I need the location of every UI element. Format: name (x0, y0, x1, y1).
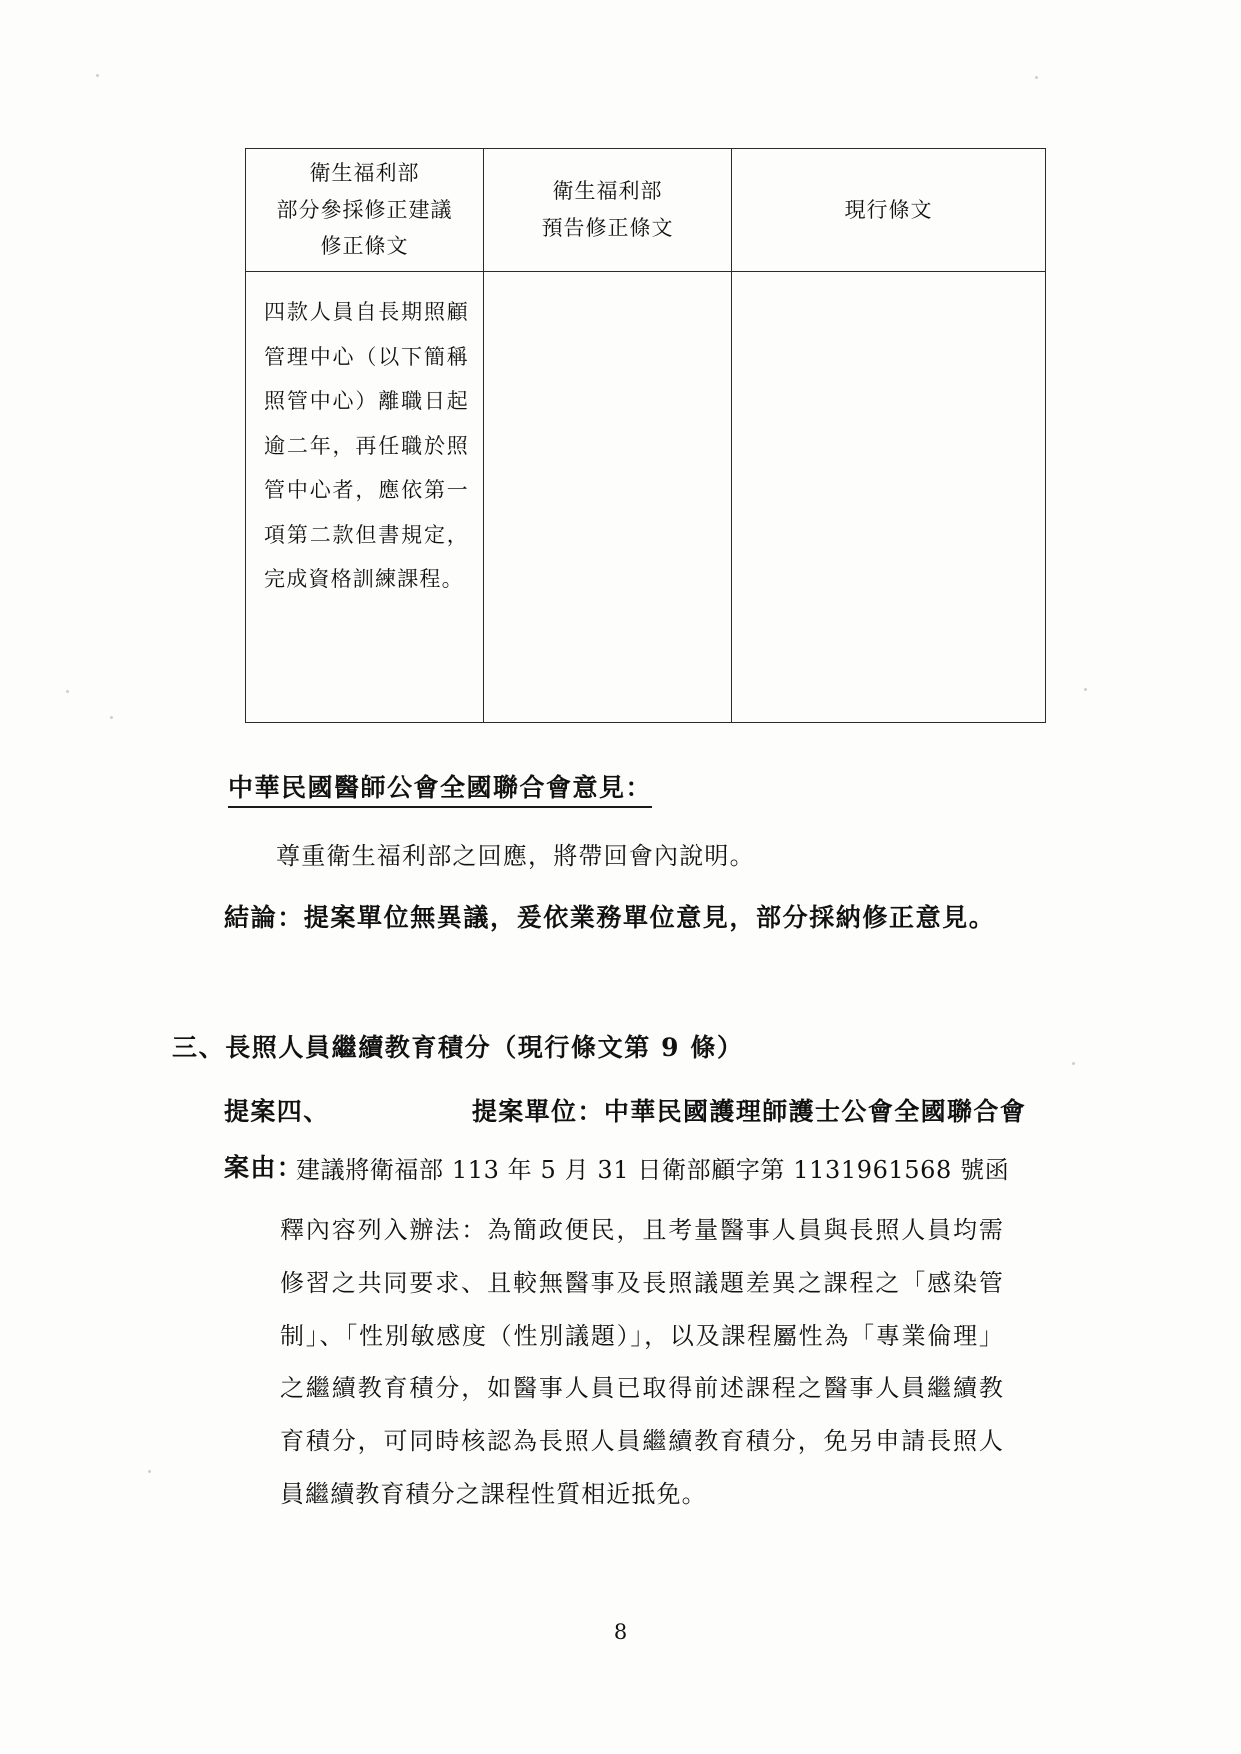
page-number: 8 (613, 1620, 628, 1644)
case-first-line: 建議將衛福部 113 年 5 月 31 日衛部顧字第 1131961568 號函 (296, 1156, 1010, 1184)
table-header-cell-preannounced (484, 149, 732, 272)
header-line: 修正條文 (320, 234, 409, 259)
table-cell-preannounced (484, 272, 732, 723)
table-header-cell-partially-adopted (246, 149, 484, 272)
cell-text: 四款人員自長期照顧管理中心（以下簡稱照管中心）離職日起逾二年，再任職於照管中心者，應依第一項第二款但書規定，完成資格訓練課程。 (264, 300, 469, 592)
proposal-row (224, 1092, 1026, 1128)
header-line: 衛生福利部 (552, 179, 663, 204)
association-opinion-heading: 中華民國醫師公會全國聯合會意見： (228, 768, 652, 808)
amendment-comparison-table (245, 148, 1046, 723)
association-opinion-body: 尊重衛生福利部之回應，將帶回會內說明。 (276, 842, 755, 870)
table-cell-partially-adopted (246, 272, 484, 723)
case-label: 案由： (224, 1153, 304, 1182)
table-header-cell-current (732, 149, 1046, 272)
header-line: 部分參採修正建議 (276, 197, 453, 222)
case-continuation: 釋內容列入辦法：為簡政便民，且考量醫事人員與長照人員均需修習之共同要求、且較無醫事及長照議題差異之課程之「感染管制」、「性別敏感度（性別議題）」，以及課程屬性為「專業倫理」之繼續教育積分，如醫事人員已取得前述課程之醫事人員繼續教育積分，可同時核認為長照人員繼續教育積分，免另申請長照人員繼續教育積分之課程性質相近抵免。 (280, 1216, 1004, 1508)
conclusion-text: 結論：提案單位無異議，爰依業務單位意見，部分採納修正意見。 (224, 903, 996, 932)
header-line: 預告修正條文 (541, 216, 674, 240)
proposal-unit-label: 提案單位：中華民國護理師護士公會全國聯合會 (471, 1097, 1027, 1126)
table-cell-current (732, 272, 1046, 723)
table-row (246, 272, 1046, 723)
table-header-row (246, 149, 1046, 272)
proposal-label: 提案四、 (224, 1097, 330, 1126)
cell-text (732, 272, 1045, 300)
section-heading: 三、長照人員繼續教育積分（現行條文第 9 條） (172, 1033, 744, 1062)
cell-text (484, 272, 731, 300)
header-line: 衛生福利部 (309, 160, 420, 185)
header-line: 現行條文 (844, 197, 933, 222)
